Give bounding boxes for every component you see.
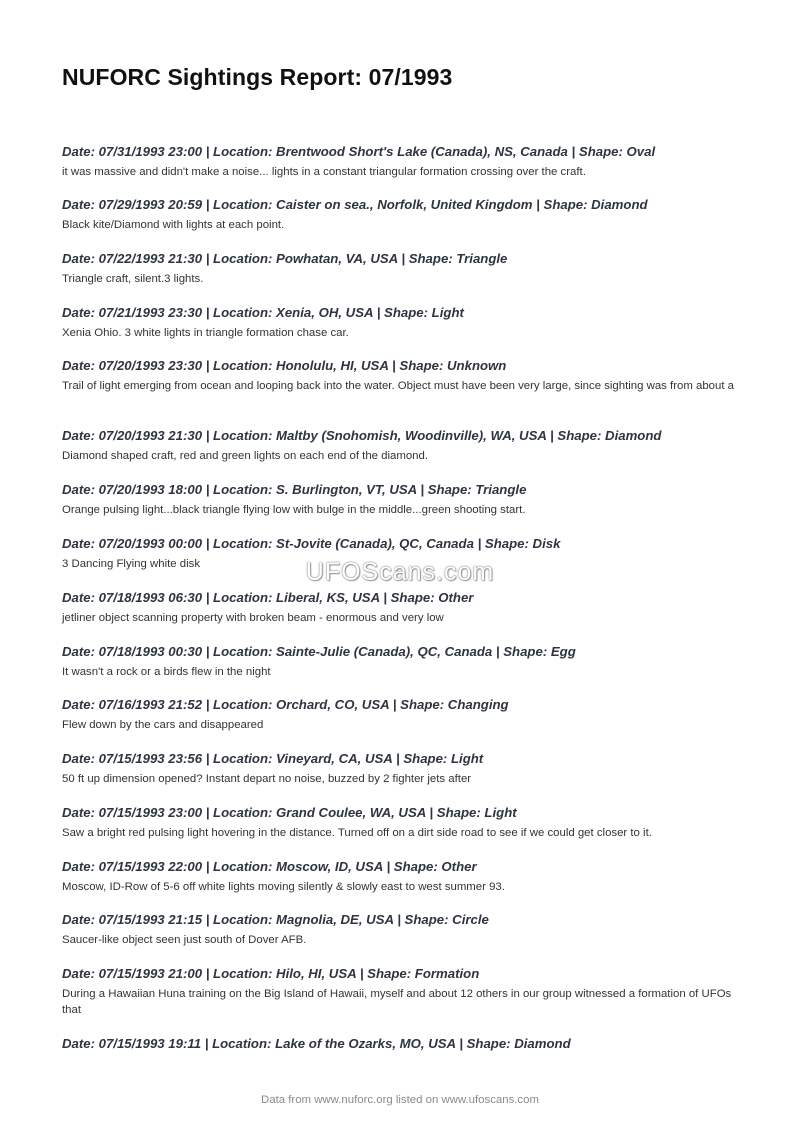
sighting-description: Diamond shaped craft, red and green lights on each end of the diamond.	[62, 450, 429, 462]
sighting-header: Date: 07/15/1993 21:00 | Location: Hilo, HI, USA | Shape: Formation	[62, 966, 480, 981]
sighting-header: Date: 07/18/1993 00:30 | Location: Sainte-Julie (Canada), QC, Canada | Shape: Egg	[62, 644, 576, 659]
sighting-description: 3 Dancing Flying white disk	[62, 558, 201, 570]
sighting-entry	[62, 643, 742, 680]
sighting-entry	[62, 196, 742, 233]
sighting-entry	[62, 304, 742, 341]
sighting-entry	[62, 427, 742, 464]
sighting-description: 50 ft up dimension opened? Instant depart no noise, buzzed by 2 fighter jets after	[62, 773, 472, 785]
page-title: NUFORC Sightings Report: 07/1993	[62, 64, 453, 90]
sighting-entry	[62, 965, 742, 1018]
sighting-entry	[62, 804, 742, 841]
sighting-description: Flew down by the cars and disappeared	[62, 719, 264, 731]
sighting-header: Date: 07/18/1993 06:30 | Location: Liberal, KS, USA | Shape: Other	[62, 590, 474, 605]
sighting-entry	[62, 911, 742, 948]
sighting-header: Date: 07/15/1993 22:00 | Location: Moscow, ID, USA | Shape: Other	[62, 859, 477, 874]
sighting-entry	[62, 481, 742, 518]
sighting-entry	[62, 1035, 742, 1056]
sighting-description: Saw a bright red pulsing light hovering in the distance. Turned off on a dirt side road to see if we could get closer to it.	[62, 827, 652, 839]
watermark: UFOScans.com	[305, 558, 495, 586]
sighting-description: Xenia Ohio. 3 white lights in triangle formation chase car.	[62, 327, 349, 339]
sighting-description: jetliner object scanning property with broken beam - enormous and very low	[62, 612, 444, 624]
sighting-header: Date: 07/20/1993 18:00 | Location: S. Burlington, VT, USA | Shape: Triangle	[62, 482, 527, 497]
sighting-header: Date: 07/15/1993 19:11 | Location: Lake of the Ozarks, MO, USA | Shape: Diamond	[62, 1036, 571, 1051]
sighting-entry	[62, 143, 742, 180]
sighting-description: Orange pulsing light...black triangle flying low with bulge in the middle...green shooting start.	[62, 504, 526, 516]
sighting-header: Date: 07/20/1993 21:30 | Location: Maltby (Snohomish, Woodinville), WA, USA | Shape: Diamond	[62, 428, 662, 443]
sighting-header: Date: 07/15/1993 23:00 | Location: Grand Coulee, WA, USA | Shape: Light	[62, 805, 517, 820]
sighting-description: Black kite/Diamond with lights at each point.	[62, 219, 285, 231]
sighting-description: Triangle craft, silent.3 lights.	[62, 273, 204, 285]
sighting-entry	[62, 589, 742, 626]
sighting-header: Date: 07/22/1993 21:30 | Location: Powhatan, VA, USA | Shape: Triangle	[62, 251, 508, 266]
sighting-description: Trail of light emerging from ocean and looping back into the water. Object must have been very large, since sighting was from about a	[62, 380, 734, 392]
sighting-entry	[62, 750, 742, 787]
sighting-description: it was massive and didn't make a noise... lights in a constant triangular formation crossing over the craft.	[62, 166, 586, 178]
sighting-header: Date: 07/15/1993 21:15 | Location: Magnolia, DE, USA | Shape: Circle	[62, 912, 489, 927]
sighting-header: Date: 07/31/1993 23:00 | Location: Brentwood Short's Lake (Canada), NS, Canada | Shape: Oval	[62, 144, 656, 159]
sighting-description: Saucer-like object seen just south of Dover AFB.	[62, 934, 307, 946]
sighting-header: Date: 07/15/1993 23:56 | Location: Vineyard, CA, USA | Shape: Light	[62, 751, 484, 766]
sighting-header: Date: 07/20/1993 23:30 | Location: Honolulu, HI, USA | Shape: Unknown	[62, 358, 507, 373]
sighting-entry	[62, 696, 742, 733]
sighting-entry	[62, 250, 742, 287]
sighting-description: Moscow, ID-Row of 5-6 off white lights moving silently & slowly east to west summer 93.	[62, 881, 505, 893]
sighting-description: It wasn't a rock or a birds flew in the night	[62, 666, 271, 678]
page-footer: Data from www.nuforc.org listed on www.ufoscans.com	[261, 1094, 539, 1106]
sighting-entry	[62, 357, 742, 394]
sighting-header: Date: 07/21/1993 23:30 | Location: Xenia, OH, USA | Shape: Light	[62, 305, 464, 320]
sighting-header: Date: 07/16/1993 21:52 | Location: Orchard, CO, USA | Shape: Changing	[62, 697, 509, 712]
sighting-entry	[62, 858, 742, 895]
sighting-header: Date: 07/29/1993 20:59 | Location: Caister on sea., Norfolk, United Kingdom | Shape: Diamond	[62, 197, 648, 212]
sighting-header: Date: 07/20/1993 00:00 | Location: St-Jovite (Canada), QC, Canada | Shape: Disk	[62, 536, 561, 551]
sighting-description: During a Hawaiian Huna training on the Big Island of Hawaii, myself and about 12 others in our group witnessed a formation of UFOs that	[62, 988, 732, 1016]
